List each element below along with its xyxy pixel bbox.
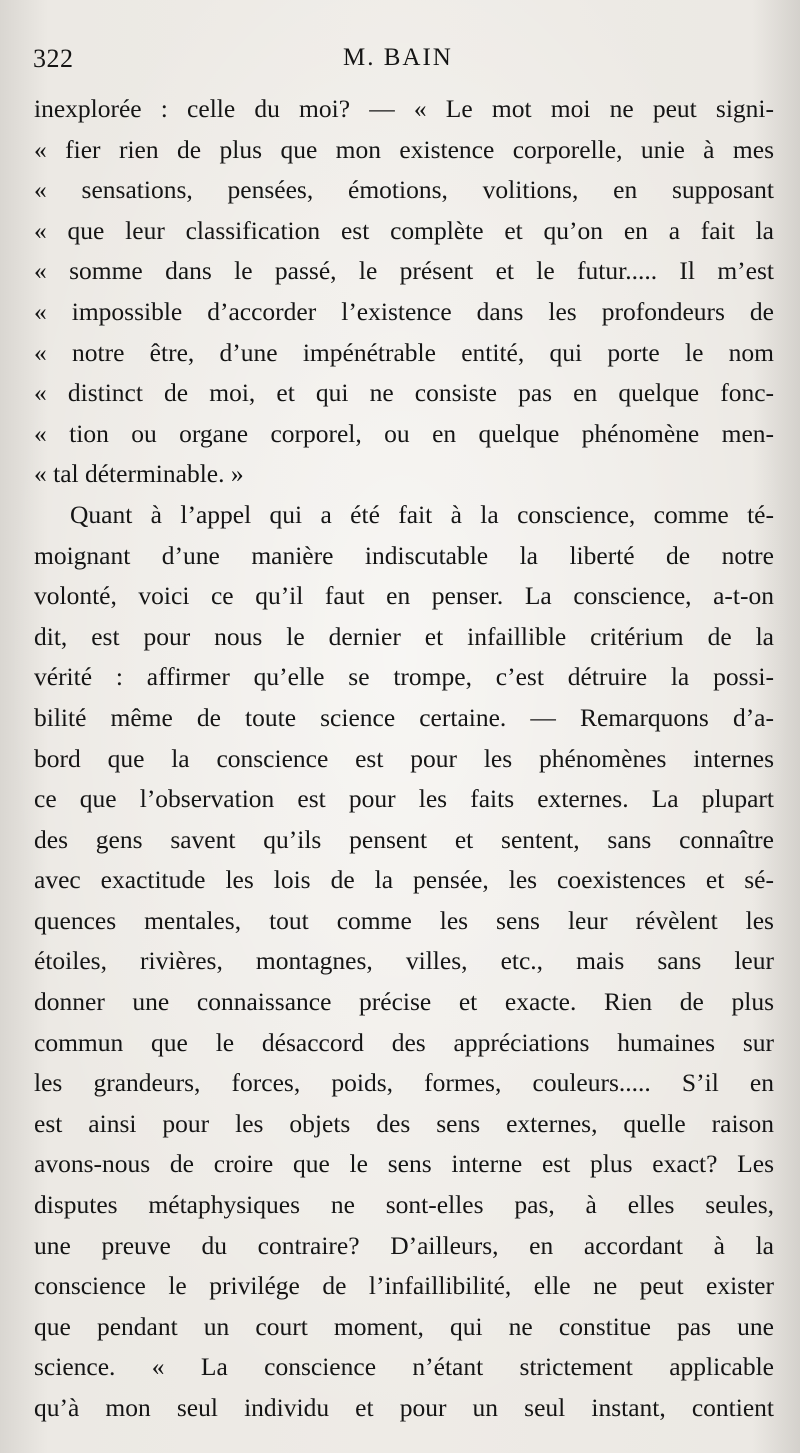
text-line: « tion ou organe corporel, ou en quelque phénomène men- — [34, 418, 774, 448]
text-line: qu’à mon seul individu et pour un seul instant, contient — [34, 1393, 774, 1422]
text-line: volonté, voici ce qu’il faut en penser. La conscience, a-t-on — [34, 581, 774, 611]
text-line: avec exactitude les lois de la pensée, les coexistences et sé- — [34, 865, 774, 895]
body-text — [34, 89, 774, 1429]
text-line: commun que le désaccord des appréciations humaines sur — [34, 1027, 774, 1057]
text-line: vérité : affirmer qu’elle se trompe, c’est détruire la possi- — [34, 662, 774, 692]
text-line: bord que la conscience est pour les phénomènes internes — [34, 743, 774, 773]
text-line: « tal déterminable. » — [34, 459, 244, 489]
text-line: « que leur classification est complète et qu’on en a fait la — [34, 215, 774, 245]
text-line: « impossible d’accorder l’existence dans les profondeurs de — [34, 296, 774, 326]
text-line: dit, est pour nous le dernier et infaillible critérium de la — [34, 621, 774, 651]
text-line: bilité même de toute science certaine. — Remarquons d’a- — [34, 702, 774, 732]
text-line: est ainsi pour les objets des sens externes, quelle raison — [34, 1108, 774, 1138]
text-line: une preuve du contraire? D’ailleurs, en accordant à la — [34, 1230, 774, 1260]
text-line: donner une connaissance précise et exacte. Rien de plus — [34, 987, 774, 1017]
text-line: avons-nous de croire que le sens interne est plus exact? Les — [34, 1149, 774, 1179]
page-number: 322 — [33, 44, 74, 73]
text-line: étoiles, rivières, montagnes, villes, etc., mais sans leur — [34, 946, 774, 976]
text-line: « fier rien de plus que mon existence corporelle, unie à mes — [34, 134, 774, 164]
text-line: disputes métaphysiques ne sont-elles pas, à elles seules, — [34, 1190, 774, 1220]
text-line: quences mentales, tout comme les sens leur révèlent les — [34, 905, 774, 935]
text-line: « sensations, pensées, émotions, volitions, en supposant — [34, 175, 774, 205]
text-line: que pendant un court moment, qui ne constitue pas une — [34, 1311, 774, 1341]
page-header — [33, 44, 763, 80]
text-line: « somme dans le passé, le présent et le futur..... Il m’est — [34, 256, 774, 286]
text-line: inexplorée : celle du moi? — « Le mot moi ne peut signi- — [34, 94, 774, 123]
text-line: science. « La conscience n’étant strictement applicable — [34, 1352, 774, 1382]
text-line: « notre être, d’une impénétrable entité, qui porte le nom — [34, 337, 774, 367]
text-line: les grandeurs, forces, poids, formes, couleurs..... S’il en — [34, 1068, 774, 1098]
text-line: des gens savent qu’ils pensent et sentent, sans connaître — [34, 824, 774, 854]
text-line: ce que l’observation est pour les faits externes. La plupart — [34, 784, 774, 814]
text-line: « distinct de moi, et qui ne consiste pas en quelque fonc- — [34, 378, 774, 408]
text-line: Quant à l’appel qui a été fait à la conscience, comme té- — [70, 499, 774, 529]
text-line: moignant d’une manière indiscutable la liberté de notre — [34, 540, 774, 570]
text-line: conscience le privilége de l’infaillibilité, elle ne peut exister — [34, 1271, 774, 1301]
running-head: M. BAIN — [343, 44, 453, 71]
